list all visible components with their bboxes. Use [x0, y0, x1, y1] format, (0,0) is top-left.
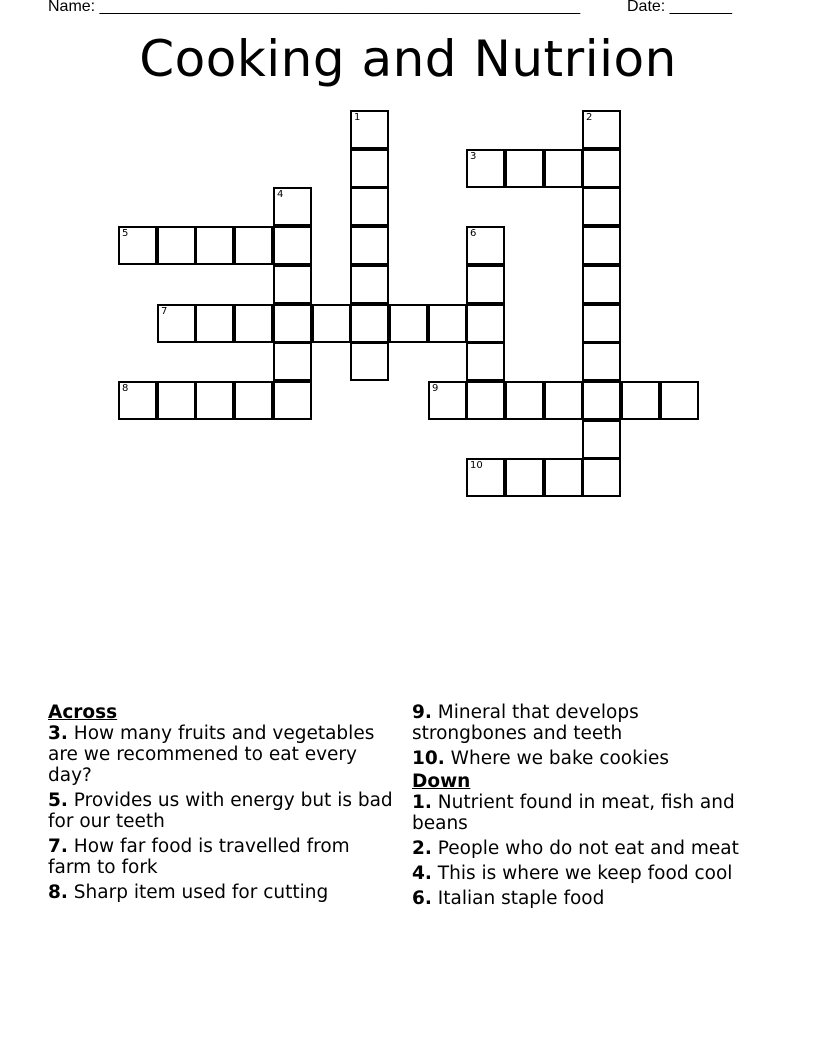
- crossword-cell[interactable]: [234, 226, 273, 265]
- crossword-cell[interactable]: [466, 226, 505, 265]
- crossword-cell[interactable]: [273, 265, 312, 304]
- crossword-cell[interactable]: [582, 187, 621, 226]
- crossword-cell[interactable]: [621, 381, 660, 420]
- crossword-cell[interactable]: [234, 304, 273, 343]
- clue-number: 10.: [412, 748, 445, 769]
- crossword-cell[interactable]: [312, 304, 351, 343]
- clue-number-label: 2: [586, 112, 593, 123]
- clue-text: How far food is travelled from farm to fork: [48, 836, 350, 878]
- clue-across-8: [48, 882, 393, 903]
- crossword-cell[interactable]: [195, 226, 234, 265]
- clue-down-6: [412, 888, 742, 909]
- crossword-cell[interactable]: [273, 342, 312, 381]
- crossword-cell[interactable]: [350, 342, 389, 381]
- crossword-cell[interactable]: [273, 304, 312, 343]
- crossword-cell[interactable]: [466, 265, 505, 304]
- crossword-cell[interactable]: [582, 381, 621, 420]
- across-heading: Across: [48, 702, 118, 723]
- clue-text: Nutrient found in meat, fish and beans: [412, 792, 735, 834]
- crossword-cell[interactable]: [544, 149, 583, 188]
- crossword-grid: [0, 0, 816, 520]
- clue-number-label: 3: [470, 151, 477, 162]
- clue-text: How many fruits and vegetables are we recommened to eat every day?: [48, 723, 375, 786]
- crossword-cell[interactable]: [195, 381, 234, 420]
- crossword-cell[interactable]: [157, 381, 196, 420]
- crossword-cell[interactable]: [428, 381, 467, 420]
- clue-across-3: [48, 723, 393, 786]
- crossword-cell[interactable]: [350, 187, 389, 226]
- clue-text: Mineral that develops strongbones and teeth: [412, 702, 639, 744]
- clue-number-label: 10: [470, 460, 483, 471]
- crossword-cell[interactable]: [582, 265, 621, 304]
- clue-text: Where we bake cookies: [450, 748, 670, 769]
- crossword-cell[interactable]: [118, 226, 157, 265]
- crossword-cell[interactable]: [273, 381, 312, 420]
- crossword-cell[interactable]: [466, 342, 505, 381]
- page-title: Cooking and Nutriion: [139, 30, 677, 88]
- crossword-cell[interactable]: [466, 304, 505, 343]
- clue-number-label: 8: [122, 383, 129, 394]
- crossword-cell[interactable]: [118, 381, 157, 420]
- clue-number: 8.: [48, 882, 68, 903]
- clue-number: 2.: [412, 838, 432, 859]
- name-field[interactable]: Name: ______________________________________________________: [48, 0, 581, 15]
- clue-number: 4.: [412, 863, 432, 884]
- crossword-cell[interactable]: [582, 226, 621, 265]
- clue-across-7: [48, 836, 393, 878]
- crossword-cell[interactable]: [350, 149, 389, 188]
- crossword-cell[interactable]: [273, 226, 312, 265]
- crossword-cell[interactable]: [582, 342, 621, 381]
- crossword-cell[interactable]: [350, 226, 389, 265]
- clue-number: 3.: [48, 723, 68, 744]
- crossword-cell[interactable]: [350, 304, 389, 343]
- clue-down-4: [412, 863, 742, 884]
- clue-number-label: 6: [470, 228, 477, 239]
- crossword-cell[interactable]: [582, 304, 621, 343]
- crossword-cell[interactable]: [582, 149, 621, 188]
- crossword-cell[interactable]: [505, 381, 544, 420]
- date-field[interactable]: Date: _______: [627, 0, 732, 15]
- crossword-cell[interactable]: [660, 381, 699, 420]
- crossword-cell[interactable]: [582, 110, 621, 149]
- crossword-cell[interactable]: [582, 420, 621, 459]
- down-heading: Down: [412, 771, 471, 792]
- crossword-cell[interactable]: [195, 304, 234, 343]
- clue-text: Sharp item used for cutting: [73, 882, 329, 903]
- crossword-cell[interactable]: [505, 458, 544, 497]
- clue-number: 9.: [412, 702, 432, 723]
- clue-number-label: 7: [161, 306, 168, 317]
- clue-number: 5.: [48, 790, 68, 811]
- crossword-cell[interactable]: [544, 381, 583, 420]
- clue-across-5: [48, 790, 393, 832]
- clues-column-left: [48, 702, 393, 907]
- crossword-cell[interactable]: [505, 149, 544, 188]
- crossword-cell[interactable]: [428, 304, 467, 343]
- clue-text: Provides us with energy but is bad for our teeth: [48, 790, 393, 832]
- crossword-cell[interactable]: [466, 381, 505, 420]
- crossword-cell[interactable]: [582, 458, 621, 497]
- clue-number-label: 5: [122, 228, 129, 239]
- crossword-cell[interactable]: [544, 458, 583, 497]
- clue-text: People who do not eat and meat: [437, 838, 739, 859]
- clue-number-label: 4: [277, 189, 284, 200]
- clue-across-9: [412, 702, 742, 744]
- crossword-cell[interactable]: [157, 304, 196, 343]
- clue-down-1: [412, 792, 742, 834]
- clue-text: This is where we keep food cool: [437, 863, 733, 884]
- clues-column-right: [412, 702, 742, 913]
- clue-number: 1.: [412, 792, 432, 813]
- clue-across-10: [412, 748, 742, 769]
- crossword-cell[interactable]: [273, 187, 312, 226]
- crossword-cell[interactable]: [389, 304, 428, 343]
- crossword-cell[interactable]: [234, 381, 273, 420]
- clue-number-label: 9: [432, 383, 439, 394]
- crossword-cell[interactable]: [350, 265, 389, 304]
- crossword-cell[interactable]: [466, 458, 505, 497]
- clue-number: 7.: [48, 836, 68, 857]
- clue-number-label: 1: [354, 112, 361, 123]
- crossword-cell[interactable]: [157, 226, 196, 265]
- clue-down-2: [412, 838, 742, 859]
- crossword-cell[interactable]: [466, 149, 505, 188]
- clue-text: Italian staple food: [437, 888, 605, 909]
- clue-number: 6.: [412, 888, 432, 909]
- crossword-cell[interactable]: [350, 110, 389, 149]
